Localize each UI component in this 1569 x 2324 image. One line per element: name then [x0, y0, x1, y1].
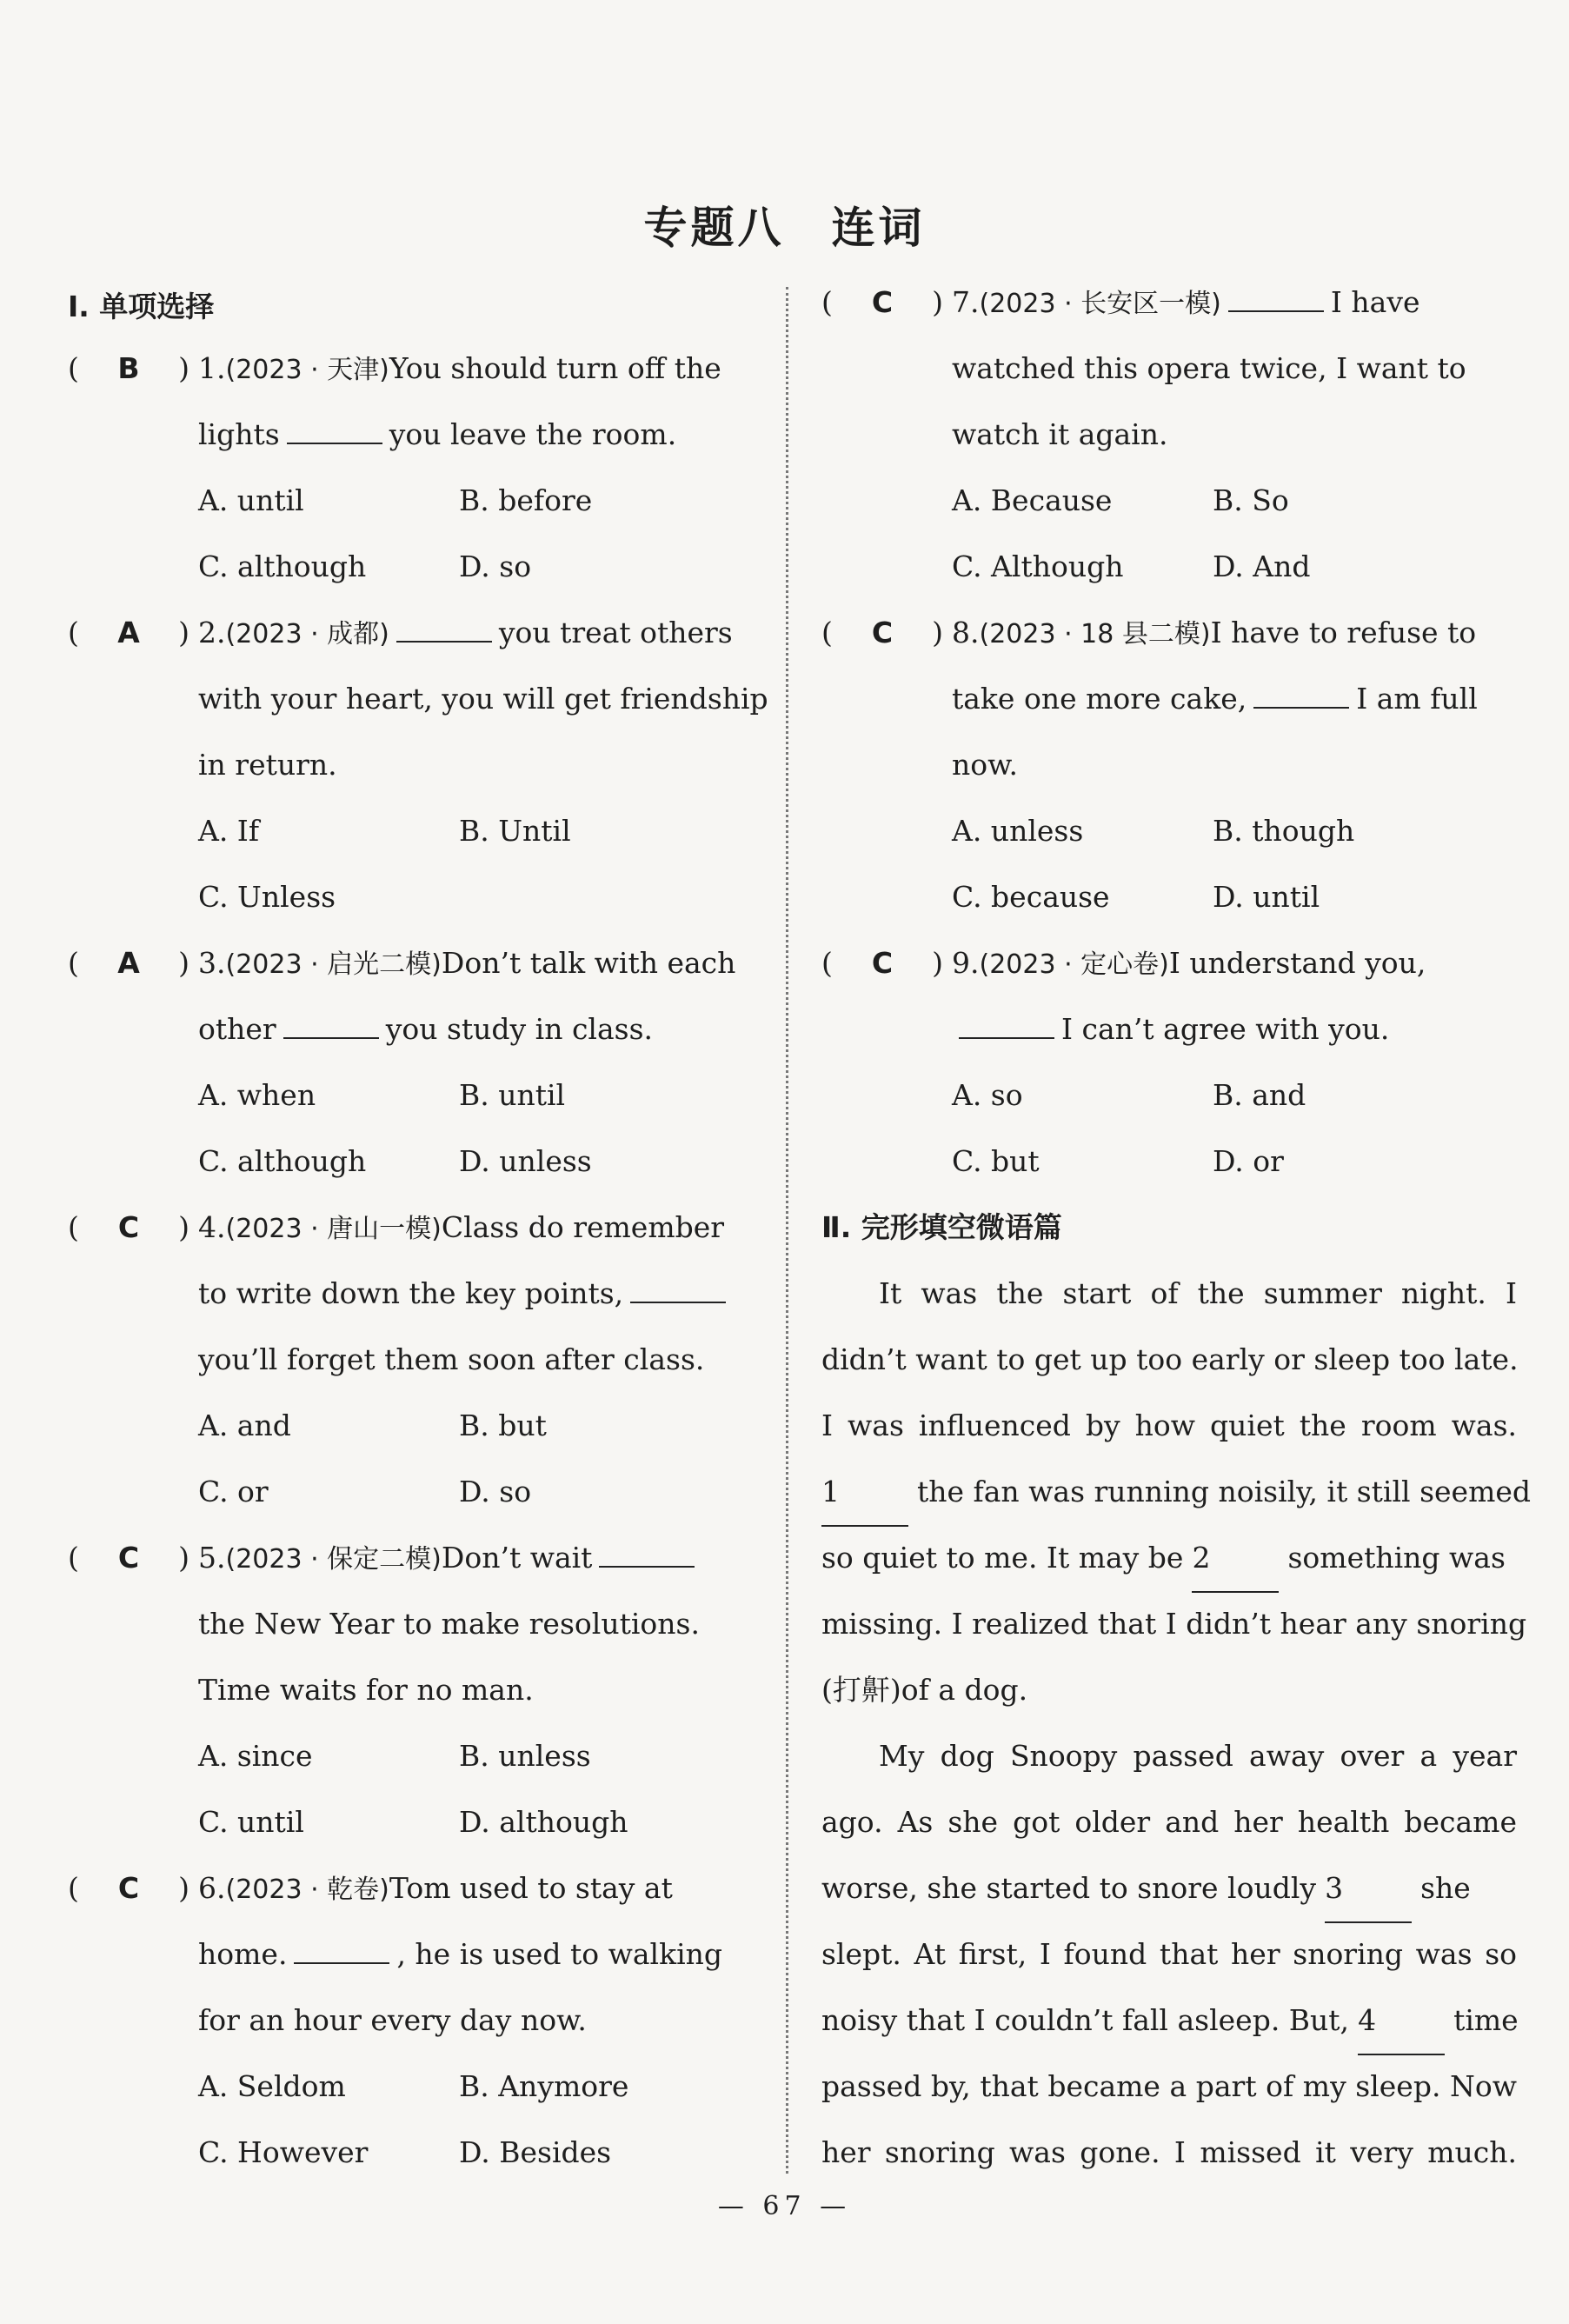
question-3: ( A ) 3.(2023 · 启光二模)Don’t talk with each other you study in class. A. when B. until C. although D. unless — [68, 930, 763, 1195]
option[interactable]: A. until — [198, 483, 304, 517]
option[interactable]: A. so — [952, 1078, 1023, 1112]
page-number: — 67 — — [717, 2191, 852, 2221]
option[interactable]: A. unless — [952, 814, 1084, 848]
options — [68, 1393, 763, 1525]
column-divider — [786, 287, 788, 2174]
answer: C — [117, 1871, 140, 1905]
answer: C — [117, 1210, 140, 1244]
answer-blank[interactable] — [1228, 284, 1324, 312]
option[interactable]: B. though — [1213, 814, 1355, 848]
right-column — [821, 270, 1532, 2186]
question-9: ( C ) 9.(2023 · 定心卷)I understand you, I can’t agree with you. A. so B. and C. but D. or — [821, 930, 1517, 1195]
passage-line: 1 the fan was running noisily, it still seemed — [821, 1459, 1517, 1525]
question-8: ( C ) 8.(2023 · 18 县二模)I have to refuse to take one more cake, I am full now. A. unless B. though C. because D. until — [821, 600, 1517, 930]
answer: C — [871, 616, 894, 649]
answer: A — [117, 946, 140, 980]
option[interactable]: C. However — [198, 2135, 369, 2169]
answer: C — [871, 285, 894, 319]
options — [821, 468, 1517, 600]
option[interactable]: C. Unless — [198, 880, 336, 914]
option[interactable]: D. Besides — [459, 2135, 612, 2169]
answer-blank[interactable] — [599, 1540, 695, 1568]
cloze-blank-1[interactable]: 1 — [821, 1459, 908, 1527]
cloze-blank-4[interactable]: 4 — [1358, 1988, 1445, 2055]
question-1: ( B ) 1.(2023 · 天津)You should turn off the lights you leave the room. A. until B. before C. although D. so — [68, 336, 763, 600]
question-7: ( C ) 7.(2023 · 长安区一模) I have watched this opera twice, I want to watch it again. A. Because B. So C. Although D. And — [821, 270, 1517, 600]
cloze-passage — [821, 1261, 1532, 2186]
passage-line: It was the start of the summer night. I — [879, 1276, 1517, 1310]
passage-line: missing. I realized that I didn’t hear any snoring — [821, 1607, 1527, 1641]
section-title-cloze: Ⅱ. 完形填空微语篇 — [821, 1210, 1062, 1244]
option[interactable]: B. and — [1213, 1078, 1306, 1112]
section-title-single-choice: Ⅰ. 单项选择 — [68, 290, 215, 323]
option[interactable]: A. since — [198, 1739, 313, 1773]
options — [68, 2054, 763, 2186]
answer: B — [117, 351, 140, 385]
option[interactable]: A. and — [198, 1408, 291, 1442]
page-title: 专题八 连词 — [643, 203, 926, 253]
question-4: ( C ) 4.(2023 · 唐山一模)Class do remember to write down the key points, you’ll forget them soon after class. A. and B. but C. or D. so — [68, 1195, 763, 1525]
answer: A — [117, 616, 140, 649]
passage-line: worse, she started to snore loudly 3 she — [821, 1855, 1517, 1921]
passage-line: so quiet to me. It may be 2 something was — [821, 1525, 1517, 1591]
option[interactable]: B. Until — [459, 814, 571, 848]
option[interactable]: B. before — [459, 483, 593, 517]
option[interactable]: D. although — [459, 1805, 628, 1839]
option[interactable]: A. If — [198, 814, 260, 848]
option[interactable]: D. so — [459, 1475, 532, 1508]
passage-line: I was influenced by how quiet the room was. — [821, 1408, 1517, 1442]
option[interactable]: C. until — [198, 1805, 304, 1839]
cloze-blank-2[interactable]: 2 — [1192, 1525, 1279, 1593]
option[interactable]: A. Seldom — [198, 2069, 346, 2103]
answer-blank[interactable] — [396, 615, 492, 643]
options — [68, 798, 763, 930]
option[interactable]: D. unless — [459, 1144, 592, 1178]
option[interactable]: C. although — [198, 549, 367, 583]
option[interactable]: C. because — [952, 880, 1110, 914]
question-2: ( A ) 2.(2023 · 成都) you treat others with your heart, you will get friendship in return. A. If B. Until C. Unless — [68, 600, 763, 930]
options — [821, 1062, 1517, 1195]
option[interactable]: B. unless — [459, 1739, 591, 1773]
answer: C — [871, 946, 894, 980]
option[interactable]: C. although — [198, 1144, 367, 1178]
passage-line: My dog Snoopy passed away over a year — [879, 1739, 1517, 1773]
passage-line: didn’t want to get up too early or sleep too late. — [821, 1342, 1519, 1376]
option[interactable]: D. And — [1213, 549, 1311, 583]
answer-blank[interactable] — [1253, 681, 1349, 709]
options — [68, 1062, 763, 1195]
cloze-blank-3[interactable]: 3 — [1325, 1855, 1412, 1923]
answer-blank[interactable] — [283, 1011, 379, 1039]
passage-line: passed by, that became a part of my sleep. Now — [821, 2069, 1517, 2103]
answer: C — [117, 1541, 140, 1575]
passage-line: ago. As she got older and her health became — [821, 1805, 1517, 1839]
option[interactable]: B. Anymore — [459, 2069, 629, 2103]
option[interactable]: B. but — [459, 1408, 547, 1442]
option[interactable]: D. until — [1213, 880, 1320, 914]
option[interactable]: D. or — [1213, 1144, 1284, 1178]
option[interactable]: B. until — [459, 1078, 566, 1112]
answer-blank[interactable] — [294, 1936, 389, 1964]
option[interactable]: C. but — [952, 1144, 1040, 1178]
option[interactable]: D. so — [459, 549, 532, 583]
left-column — [68, 278, 768, 2186]
option[interactable]: A. Because — [952, 483, 1113, 517]
passage-line: noisy that I couldn’t fall asleep. But, 4 time — [821, 1988, 1517, 2054]
passage-line: her snoring was gone. I missed it very much. — [821, 2135, 1517, 2169]
options — [821, 798, 1517, 930]
option[interactable]: C. Although — [952, 549, 1124, 583]
answer-blank[interactable] — [630, 1275, 726, 1303]
option[interactable]: A. when — [198, 1078, 316, 1112]
options — [68, 1723, 763, 1855]
options — [68, 468, 763, 600]
answer-blank[interactable] — [287, 416, 382, 444]
question-5: ( C ) 5.(2023 · 保定二模)Don’t wait the New Year to make resolutions. Time waits for no man. A. since B. unless C. until D. although — [68, 1525, 763, 1855]
passage-line: (打鼾)of a dog. — [821, 1673, 1028, 1707]
answer-blank[interactable] — [959, 1011, 1054, 1039]
option[interactable]: C. or — [198, 1475, 269, 1508]
question-6: ( C ) 6.(2023 · 乾卷)Tom used to stay at home. , he is used to walking for an hour every day now. A. Seldom B. Anymore C. However D. Besides — [68, 1855, 763, 2186]
option[interactable]: B. So — [1213, 483, 1289, 517]
passage-line: slept. At first, I found that her snoring was so — [821, 1937, 1517, 1971]
